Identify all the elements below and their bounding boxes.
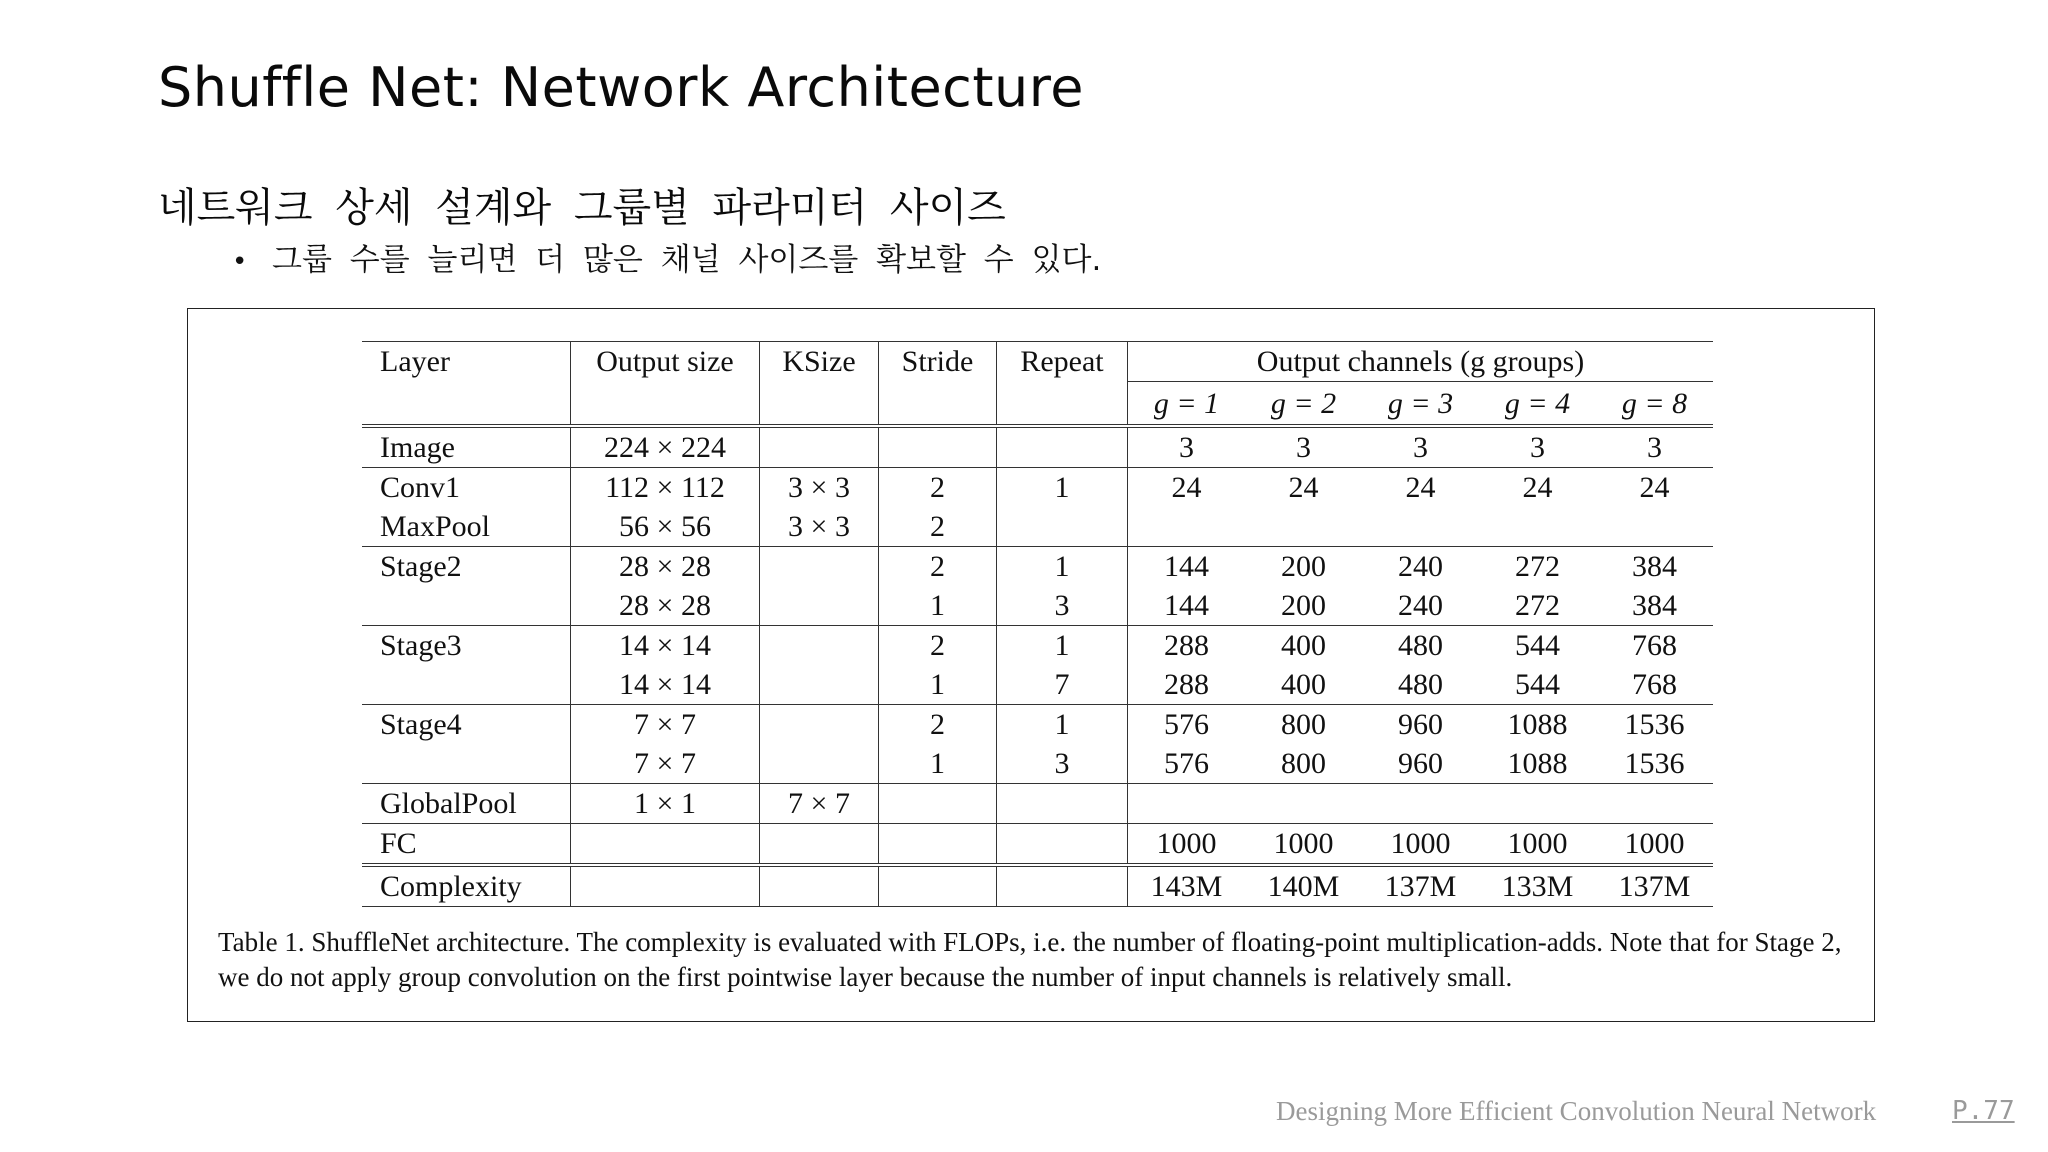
table-cell-ksize: 7 × 7 [760, 784, 879, 824]
table-cell-ksize [760, 547, 879, 587]
table-cell-repeat [997, 426, 1128, 468]
header-group: g = 3 [1387, 386, 1454, 420]
table-cell-stride: 1 [879, 744, 997, 784]
table-cell-output: 56 × 56 [571, 507, 760, 547]
table-cell-channels: 24 [1362, 468, 1479, 508]
table-cell-layer [362, 744, 571, 784]
table-cell-channels: 3 [1245, 426, 1362, 468]
table-cell-channels [1245, 784, 1362, 824]
table-cell-channels: 288 [1128, 626, 1246, 666]
table-cell-channels: 544 [1515, 668, 1560, 701]
table-cell-channels: 800 [1281, 747, 1326, 780]
table-cell-channels [1362, 507, 1479, 547]
table-cell-channels: 272 [1479, 547, 1596, 587]
table-cell-repeat: 1 [997, 705, 1128, 745]
header-repeat: Repeat [997, 342, 1128, 427]
table-cell-stride: 2 [879, 507, 997, 547]
table-cell-channels: 1088 [1479, 705, 1596, 745]
table-cell-channels [1362, 784, 1479, 824]
table-cell-channels: 1000 [1479, 824, 1596, 866]
table-cell-channels: 576 [1164, 747, 1209, 780]
table-cell-channels: 400 [1281, 668, 1326, 701]
table-cell-output: 28 × 28 [571, 547, 760, 587]
table-cell-ksize [760, 744, 879, 784]
table-cell-repeat: 7 [997, 665, 1128, 705]
architecture-table [362, 341, 1713, 907]
table-row [362, 507, 1713, 547]
architecture-figure [187, 308, 1875, 1022]
table-cell-repeat: 1 [997, 468, 1128, 508]
bullet-marker: • [232, 247, 248, 277]
table-cell-output: 14 × 14 [571, 665, 760, 705]
table-cell-channels: 3 [1479, 426, 1596, 468]
table-header-row [362, 342, 1713, 382]
table-cell-channels [1479, 784, 1596, 824]
table-row [362, 824, 1713, 866]
table-cell-channels: 240 [1362, 547, 1479, 587]
table-cell-layer: Complexity [362, 865, 571, 907]
table-cell-ksize [760, 865, 879, 907]
header-group: g = 4 [1504, 386, 1571, 420]
table-cell-channels: 960 [1362, 705, 1479, 745]
table-cell-output: 112 × 112 [571, 468, 760, 508]
table-cell-output [571, 824, 760, 866]
table-cell-channels: 144 [1128, 547, 1246, 587]
table-cell-stride: 1 [879, 586, 997, 626]
table-cell-layer: GlobalPool [362, 784, 571, 824]
table-cell-channels: 384 [1596, 547, 1713, 587]
page-number: P.77 [1952, 1096, 2015, 1126]
table-cell-stride [879, 426, 997, 468]
table-cell-layer: Stage3 [362, 626, 571, 666]
table-cell-repeat: 1 [997, 547, 1128, 587]
table-cell-ksize [760, 705, 879, 745]
table-cell-stride: 1 [879, 665, 997, 705]
table-cell-ksize: 3 × 3 [760, 507, 879, 547]
table-cell-channels: 140M [1245, 865, 1362, 907]
table-cell-channels: 240 [1398, 589, 1443, 622]
section-heading: 네트워크 상세 설계와 그룹별 파라미터 사이즈 [158, 185, 1006, 231]
table-cell-output: 7 × 7 [571, 744, 760, 784]
table-cell-repeat: 3 [997, 744, 1128, 784]
table-cell-channels: 200 [1281, 589, 1326, 622]
table-cell-stride: 2 [879, 705, 997, 745]
table-cell-stride: 2 [879, 468, 997, 508]
table-cell-output: 14 × 14 [571, 626, 760, 666]
bullet-text: 그룹 수를 늘리면 더 많은 채널 사이즈를 확보할 수 있다. [272, 242, 1102, 278]
table-cell-channels: 137M [1362, 865, 1479, 907]
table-cell-channels: 133M [1479, 865, 1596, 907]
table-cell-repeat: 1 [997, 626, 1128, 666]
table-cell-ksize [760, 586, 879, 626]
table-cell-repeat [997, 865, 1128, 907]
table-cell-channels [1245, 507, 1362, 547]
header-output-size: Output size [571, 342, 760, 427]
table-cell-stride [879, 824, 997, 866]
header-ksize: KSize [760, 342, 879, 427]
table-cell-layer: Stage4 [362, 705, 571, 745]
table-cell-channels: 400 [1245, 626, 1362, 666]
table-cell-layer: Image [362, 426, 571, 468]
table-caption: Table 1. ShuffleNet architecture. The complexity is evaluated with FLOPs, i.e. the number of floating-point multiplication-adds. Note that for Stage 2, we do not apply group convolution on the first pointwise layer because the number of input channels is relatively small. [218, 927, 1842, 992]
table-cell-channels: 137M [1596, 865, 1713, 907]
table-cell-channels: 3 [1128, 426, 1246, 468]
header-stride: Stride [879, 342, 997, 427]
table-cell-layer: MaxPool [362, 507, 571, 547]
table-cell-channels: 143M [1128, 865, 1246, 907]
table-cell-output: 1 × 1 [571, 784, 760, 824]
header-group: g = 1 [1153, 386, 1220, 420]
table-cell-channels: 576 [1128, 705, 1246, 745]
table-cell-channels: 3 [1362, 426, 1479, 468]
table-row [362, 426, 1713, 468]
table-cell-output: 7 × 7 [571, 705, 760, 745]
table-cell-channels: 3 [1596, 426, 1713, 468]
table-cell-channels: 1536 [1624, 747, 1685, 780]
table-cell-ksize [760, 426, 879, 468]
table-cell-channels: 1000 [1596, 824, 1713, 866]
table-cell-channels: 1536 [1596, 705, 1713, 745]
table-cell-channels: 384 [1632, 589, 1677, 622]
table-row [362, 744, 1713, 784]
slide-title: Shuffle Net: Network Architecture [158, 56, 1085, 119]
table-cell-ksize [760, 824, 879, 866]
header-group: g = 8 [1621, 386, 1688, 420]
table-cell-channels: 768 [1596, 626, 1713, 666]
table-cell-ksize [760, 626, 879, 666]
table-cell-layer: Conv1 [362, 468, 571, 508]
header-output-channels: Output channels (g groups) [1128, 342, 1714, 382]
table-cell-output: 28 × 28 [571, 586, 760, 626]
table-cell-channels: 1000 [1245, 824, 1362, 866]
table-cell-channels [1596, 784, 1713, 824]
table-cell-channels: 144 [1164, 589, 1209, 622]
bullet-item [232, 234, 1101, 279]
table-cell-channels: 1088 [1507, 747, 1568, 780]
table-cell-channels: 24 [1245, 468, 1362, 508]
table-cell-channels: 24 [1479, 468, 1596, 508]
table-cell-channels: 480 [1398, 668, 1443, 701]
table-cell-stride [879, 865, 997, 907]
table-cell-channels: 288 [1164, 668, 1209, 701]
table-cell-stride: 2 [879, 626, 997, 666]
table-cell-channels: 544 [1479, 626, 1596, 666]
table-cell-layer: FC [362, 824, 571, 866]
table-cell-channels: 800 [1245, 705, 1362, 745]
table-cell-output: 224 × 224 [571, 426, 760, 468]
table-row [362, 547, 1713, 587]
table-row [362, 705, 1713, 745]
table-cell-channels: 768 [1632, 668, 1677, 701]
table-cell-repeat: 3 [997, 586, 1128, 626]
header-group: g = 2 [1270, 386, 1337, 420]
table-cell-ksize: 3 × 3 [760, 468, 879, 508]
table-cell-channels: 24 [1596, 468, 1713, 508]
table-cell-repeat [997, 824, 1128, 866]
table-cell-ksize [760, 665, 879, 705]
table-row [362, 665, 1713, 705]
table-cell-channels: 24 [1128, 468, 1246, 508]
table-cell-stride [879, 784, 997, 824]
table-cell-channels: 1000 [1362, 824, 1479, 866]
table-cell-layer [362, 586, 571, 626]
table-row [362, 865, 1713, 907]
table-row [362, 468, 1713, 508]
table-row [362, 586, 1713, 626]
header-layer: Layer [362, 342, 571, 427]
table-cell-channels [1596, 507, 1713, 547]
table-cell-channels: 480 [1362, 626, 1479, 666]
table-cell-channels [1128, 507, 1246, 547]
table-cell-repeat [997, 507, 1128, 547]
table-cell-stride: 2 [879, 547, 997, 587]
table-cell-output [571, 865, 760, 907]
table-cell-layer [362, 665, 571, 705]
table-cell-channels [1128, 784, 1246, 824]
table-row [362, 784, 1713, 824]
table-cell-layer: Stage2 [362, 547, 571, 587]
table-cell-repeat [997, 784, 1128, 824]
footer-text: Designing More Efficient Convolution Neural Network [1276, 1096, 1877, 1126]
table-cell-channels: 960 [1398, 747, 1443, 780]
table-cell-channels [1479, 507, 1596, 547]
table-cell-channels: 272 [1515, 589, 1560, 622]
table-row [362, 626, 1713, 666]
table-cell-channels: 1000 [1128, 824, 1246, 866]
table-cell-channels: 200 [1245, 547, 1362, 587]
